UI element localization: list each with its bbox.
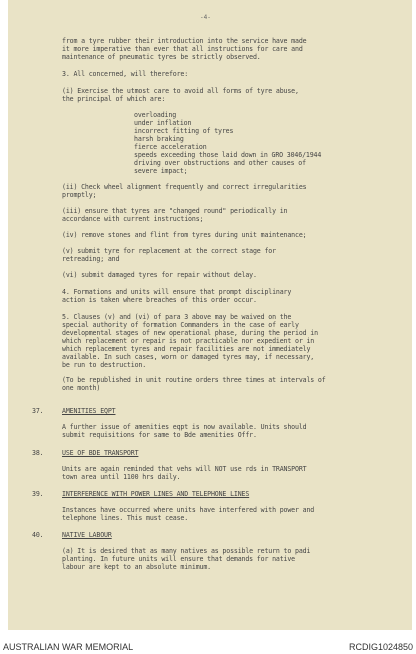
text-line: (iii) ensure that tyres are "changed round" periodically in bbox=[62, 207, 288, 215]
list-item: harsh braking bbox=[134, 135, 184, 143]
list-item: overloading bbox=[134, 111, 177, 119]
text-line: 5. Clauses (v) and (vi) of para 3 above may be waived on the bbox=[62, 313, 292, 321]
text-line: accordance with current instructions; bbox=[62, 215, 204, 223]
item-number: 37. bbox=[32, 407, 44, 415]
text-line: 3. All concerned, will therefore: bbox=[62, 70, 189, 78]
text-line: (ii) Check wheel alignment frequently and correct irregularities bbox=[62, 183, 307, 191]
text-line: promptly; bbox=[62, 191, 97, 199]
list-item: incorrect fitting of tyres bbox=[134, 127, 234, 135]
text-line: 4. Formations and units will ensure that prompt disciplinary bbox=[62, 288, 292, 296]
page-number: -4- bbox=[200, 14, 211, 21]
text-line: be run to destruction. bbox=[62, 361, 147, 369]
text-line: one month) bbox=[62, 384, 101, 392]
text-line: town area until 1100 hrs daily. bbox=[62, 473, 181, 481]
item-number: 38. bbox=[32, 449, 44, 457]
text-line: A further issue of amenities eqpt is now available. Units should bbox=[62, 423, 307, 431]
text-line: action is taken where breaches of this order occur. bbox=[62, 296, 257, 304]
footer-record-id: RCDIG1024850 bbox=[348, 642, 413, 652]
text-line: available. In such cases, worn or damaged tyres may, if necessary, bbox=[62, 353, 315, 361]
text-line: Instances have occurred where units have interfered with power and bbox=[62, 506, 315, 514]
text-line: labour are kept to an absolute minimum. bbox=[62, 563, 211, 571]
text-line: Units are again reminded that vehs will NOT use rds in TRANSPORT bbox=[62, 465, 307, 473]
text-line: special authority of formation Commanders in the case of early bbox=[62, 321, 299, 329]
footer-archive-name: AUSTRALIAN WAR MEMORIAL bbox=[3, 642, 134, 652]
text-line: retreading; and bbox=[62, 255, 120, 263]
text-line: which replacement tyres and repair facilities are not immediately bbox=[62, 345, 311, 353]
section-heading: INTERFERENCE WITH POWER LINES AND TELEPHONE LINES bbox=[62, 490, 250, 498]
section-heading: NATIVE LABOUR bbox=[62, 531, 112, 539]
item-number: 39. bbox=[32, 490, 44, 498]
list-item: under inflation bbox=[134, 119, 192, 127]
text-line: (v) submit tyre for replacement at the correct stage for bbox=[62, 247, 276, 255]
section-heading: AMENITIES EQPT bbox=[62, 407, 116, 415]
text-line: which replacement or repair is not practicable nor expedient or in bbox=[62, 337, 315, 345]
list-item: driving over obstructions and other causes of bbox=[134, 159, 306, 167]
text-line: developmental stages of new operational phase, during the period in bbox=[62, 329, 318, 337]
text-line: (iv) remove stones and flint from tyres during unit maintenance; bbox=[62, 231, 307, 239]
text-line: (i) Exercise the utmost care to avoid all forms of tyre abuse, bbox=[62, 87, 299, 95]
archive-footer bbox=[0, 636, 416, 654]
list-item: fierce acceleration bbox=[134, 143, 207, 151]
text-line: telephone lines. This must cease. bbox=[62, 514, 189, 522]
list-item: severe impact; bbox=[134, 167, 188, 175]
text-line: from a tyre rubber their introduction into the service have made bbox=[62, 37, 307, 45]
text-line: (vi) submit damaged tyres for repair without delay. bbox=[62, 271, 257, 279]
text-line: it more imperative than ever that all instructions for care and bbox=[62, 45, 303, 53]
text-line: (a) It is desired that as many natives as possible return to padi bbox=[62, 547, 311, 555]
text-line: the principal of which are: bbox=[62, 95, 166, 103]
item-number: 40. bbox=[32, 531, 44, 539]
text-line: submit requisitions for same to Bde amenities Offr. bbox=[62, 431, 257, 439]
text-line: (To be republished in unit routine orders three times at intervals of bbox=[62, 376, 326, 384]
list-item: speeds exceeding those laid down in GRO 3046/1944 bbox=[134, 151, 322, 159]
text-line: planting. In future units will ensure that demands for native bbox=[62, 555, 296, 563]
section-heading: USE OF BDE TRANSPORT bbox=[62, 449, 139, 457]
text-line: maintenance of pneumatic tyres be strictly observed. bbox=[62, 53, 261, 61]
